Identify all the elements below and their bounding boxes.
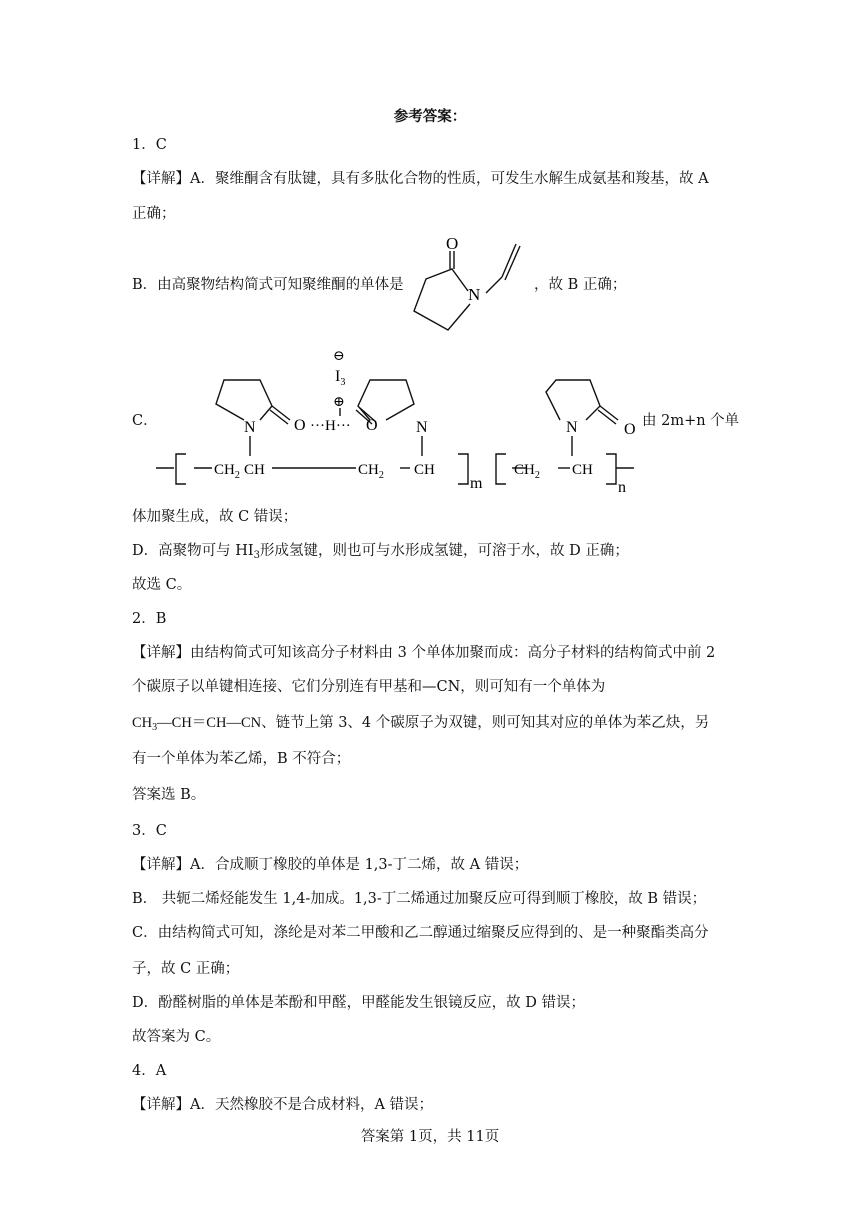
ring3-nitrogen: N	[566, 419, 578, 436]
q1-conclusion: 故选 C。	[132, 577, 192, 593]
backbone-ch-2: CH	[414, 462, 435, 478]
subscript-m: m	[470, 475, 483, 492]
q3-explanation-line4: 子，故 C 正确；	[132, 961, 240, 977]
q1-option-d: D．高聚物可与 $HI_3$形成氢键，则也可与水形成氢键，可溶于水，故 D 正确；	[132, 543, 629, 561]
q2-explanation-line1: 【详解】由结构简式可知该高分子材料由 3 个单体加聚而成：高分子材料的结构简式中前 2	[132, 645, 716, 661]
monomer-structure	[404, 236, 530, 336]
q2-explanation-line2: 个碳原子以单键相连接、它们分别连有甲基和—CN，则可知有一个单体为	[132, 679, 606, 695]
triiodide-label: $I_3$	[335, 368, 346, 388]
q1-b-prefix: B．由高聚物结构简式可知聚维酮的单体是	[132, 277, 404, 293]
iodide-anion-charge: ⊖	[333, 349, 345, 364]
q1-c-prefix: C．	[132, 413, 158, 429]
q4-number: 4．A	[132, 1063, 167, 1079]
q4-explanation-line1: 【详解】A．天然橡胶不是合成材料，A 错误；	[132, 1097, 434, 1113]
page-footer: 答案第 1页，共 11页	[360, 1129, 500, 1145]
q1-c-suffix: 由 2m+n 个单	[642, 413, 740, 429]
q3-explanation-line5: D．酚醛树脂的单体是苯酚和甲醛，甲醛能发生银镜反应，故 D 错误；	[132, 995, 585, 1011]
ring2-nitrogen: N	[416, 419, 428, 436]
q3-explanation-line2: B． 共轭二烯烃能发生 1,4-加成。1,3-丁二烯通过加聚反应可得到顺丁橡胶，故 B 错误；	[132, 891, 707, 907]
ring1-oxygen: O	[294, 417, 306, 434]
page-title: 参考答案：	[393, 108, 467, 125]
q3-explanation-line3: C．由结构简式可知，涤纶是对苯二甲酸和乙二醇通过缩聚反应得到的、是一种聚酯类高分	[132, 925, 709, 941]
backbone-ch2-2: $CH_2$	[358, 462, 384, 481]
monomer-oxygen: O	[446, 236, 459, 253]
polymer-structure	[148, 344, 638, 494]
proton-charge: ⊕	[333, 395, 345, 410]
hydrogen-bond: ···H···	[310, 418, 351, 434]
q2-number: 2．B	[132, 611, 167, 627]
ring3-oxygen: O	[624, 421, 636, 438]
q1-c-continued: 体加聚生成，故 C 错误；	[132, 509, 298, 525]
q2-monomer-formula: $CH_3—CH=CH—CN$	[132, 715, 262, 733]
monomer-nitrogen: N	[468, 285, 481, 304]
backbone-ch2-3: $CH_2$	[514, 462, 540, 481]
q1-explanation-line2: 正确；	[132, 206, 176, 222]
q2-explanation-line3: $CH_3—CH=CH—CN$、链节上第 3、4 个碳原子为双键，则可知其对应的单体为苯乙炔，另	[132, 715, 710, 733]
q3-conclusion: 故答案为 C。	[132, 1029, 221, 1045]
backbone-ch-3: CH	[572, 462, 593, 478]
q1-number: 1．C	[132, 137, 167, 153]
q3-number: 3．C	[132, 823, 167, 839]
q3-explanation-line1: 【详解】A．合成顺丁橡胶的单体是 1,3-丁二烯，故 A 错误；	[132, 857, 529, 873]
backbone-ch-1: CH	[244, 462, 265, 478]
ring2-oxygen: O	[366, 417, 378, 434]
subscript-n: n	[618, 479, 626, 494]
backbone-ch2-1: $CH_2$	[214, 462, 240, 481]
q1-explanation-line1: 【详解】A．聚维酮含有肽键，具有多肽化合物的性质，可发生水解生成氨基和羧基，故 A	[132, 171, 709, 187]
q1-b-suffix: ，故 B 正确；	[534, 277, 627, 293]
q2-explanation-line4: 有一个单体为苯乙烯，B 不符合；	[132, 751, 351, 767]
q1-option-b-text	[132, 276, 404, 294]
ring1-nitrogen: N	[244, 419, 256, 436]
q2-conclusion: 答案选 B。	[132, 787, 206, 803]
